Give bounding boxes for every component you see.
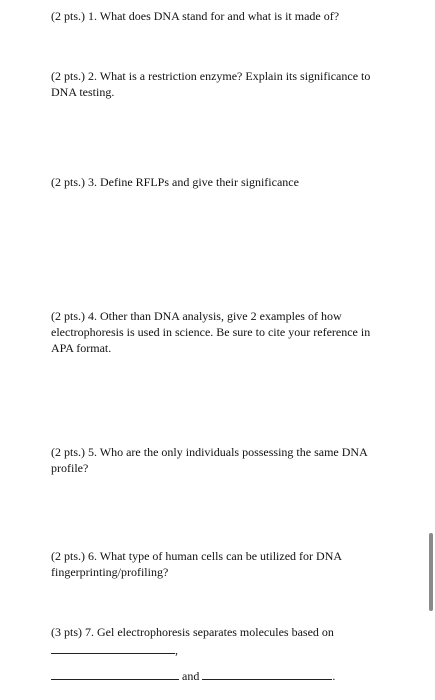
comma-mark: ,: [175, 643, 178, 657]
question-3: (2 pts.) 3. Define RFLPs and give their significance: [51, 175, 299, 189]
question-7: (3 pts) 7. Gel electrophoresis separates molecules based on: [51, 625, 334, 639]
question-6: (2 pts.) 6. What type of human cells can be utilized for DNA fingerprinting/profiling?: [51, 549, 342, 579]
question-4: (2 pts.) 4. Other than DNA analysis, give 2 examples of how electrophoresis is used in science. Be sure to cite your reference in APA format.: [51, 309, 371, 355]
answer-blank-1[interactable]: [51, 642, 175, 654]
period-mark: .: [332, 669, 336, 683]
question-5: (2 pts.) 5. Who are the only individuals possessing the same DNA profile?: [51, 445, 368, 475]
answer-blank-3[interactable]: [202, 668, 332, 680]
fill-in-line-2: [51, 668, 335, 684]
answer-blank-2[interactable]: [51, 668, 179, 680]
scrollbar-thumb[interactable]: [429, 533, 433, 611]
question-2: (2 pts.) 2. What is a restriction enzyme? Explain its significance to DNA testing.: [51, 69, 371, 99]
fill-in-line-1: [51, 642, 178, 658]
and-word: and: [182, 669, 200, 683]
question-1: (2 pts.) 1. What does DNA stand for and what is it made of?: [51, 9, 340, 23]
